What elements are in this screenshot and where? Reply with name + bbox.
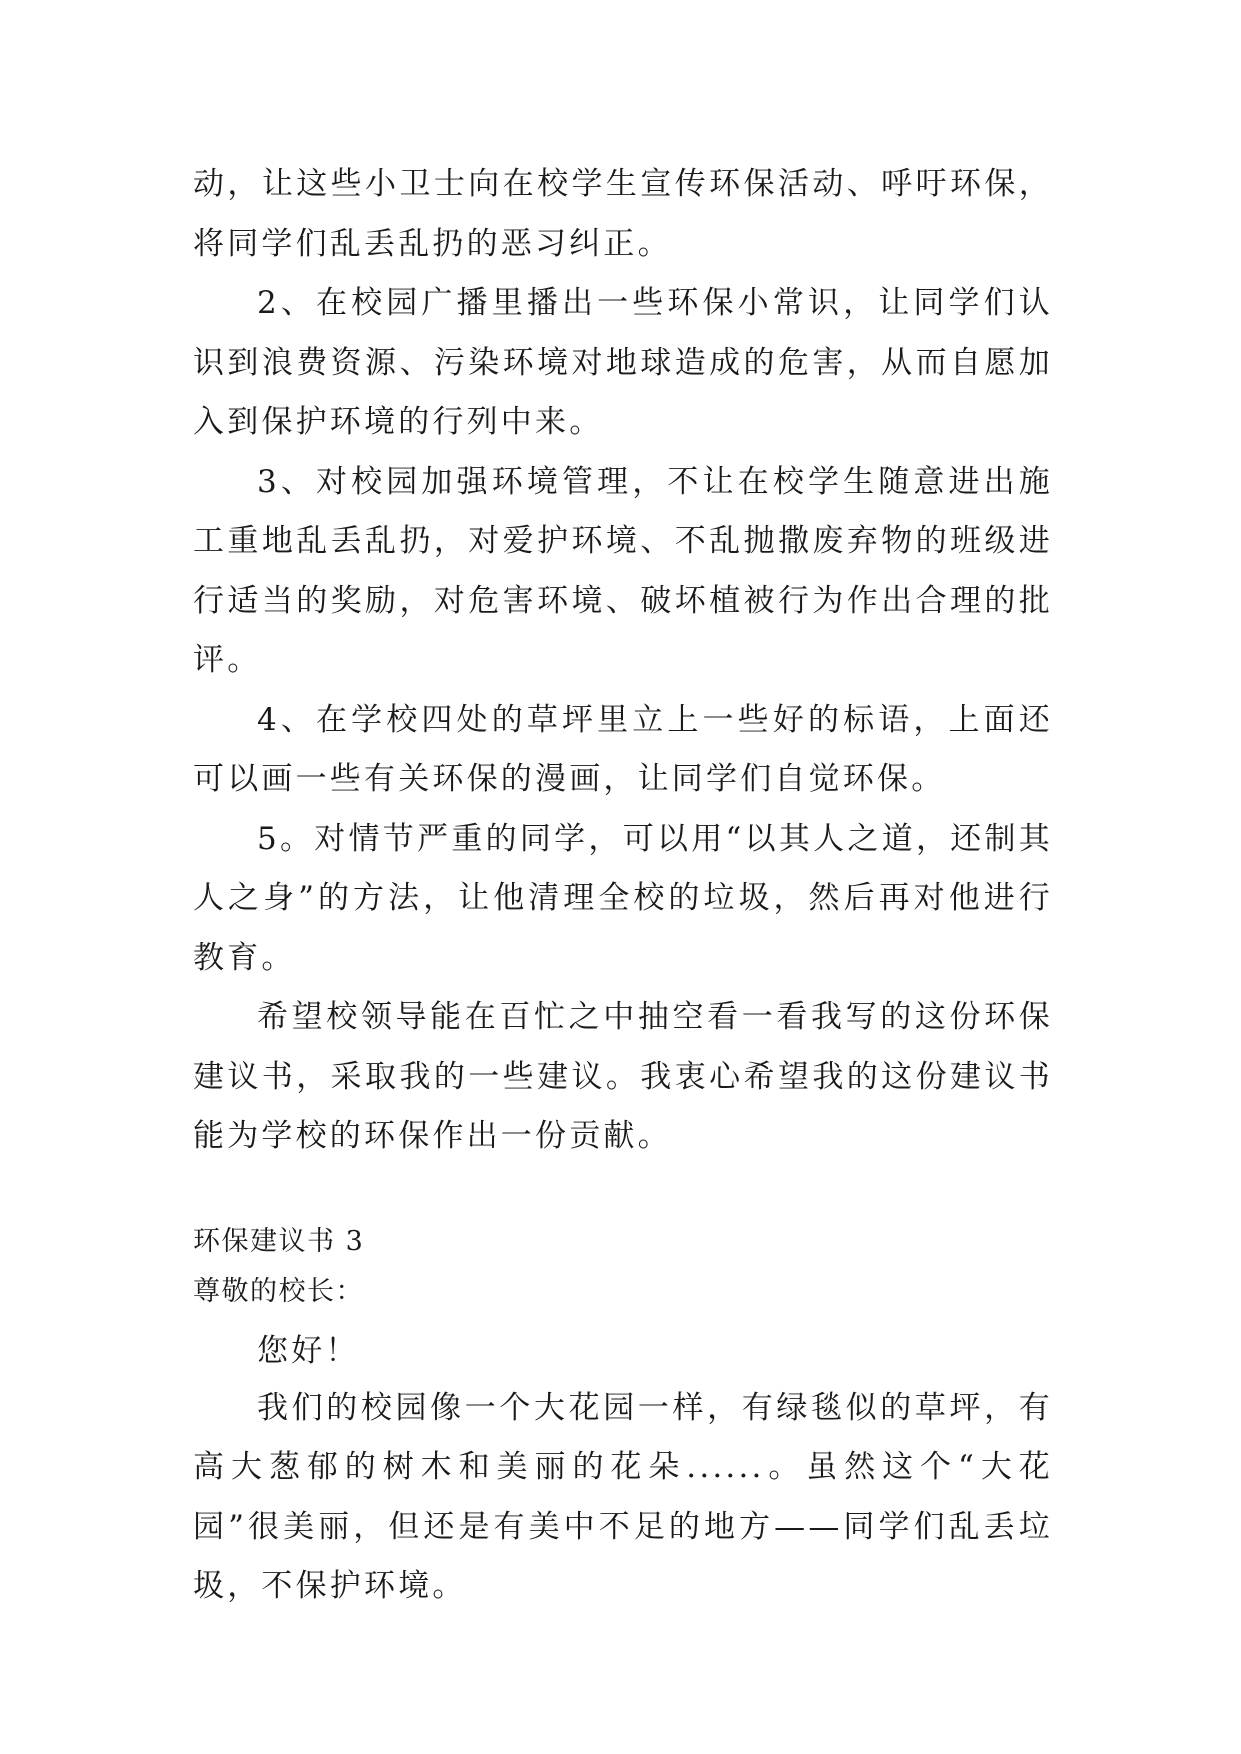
paragraph-suggestion-4: 4、在学校四处的草坪里立上一些好的标语，上面还可以画一些有关环保的漫画，让同学们自觉环保。	[193, 701, 1053, 797]
section-title: 环保建议书 3	[193, 1225, 365, 1257]
paragraph-intro: 我们的校园像一个大花园一样，有绿毯似的草坪，有高大葱郁的树木和美丽的花朵......。虽然这个“大花园”很美丽，但还是有美中不足的地方——同学们乱丢垃圾，不保护环境。	[193, 1389, 1053, 1604]
document-body	[193, 155, 1053, 1617]
paragraph-closing: 希望校领导能在百忙之中抽空看一看我写的这份环保建议书，采取我的一些建议。我衷心希望我的这份建议书能为学校的环保作出一份贡献。	[193, 999, 1053, 1154]
paragraph-suggestion-3: 3、对校园加强环境管理，不让在校学生随意进出施工重地乱丢乱扔，对爱护环境、不乱抛撒废弃物的班级进行适当的奖励，对危害环境、破坏植被行为作出合理的批评。	[193, 463, 1053, 678]
paragraph-continuation: 动，让这些小卫士向在校学生宣传环保活动、呼吁环保，将同学们乱丢乱扔的恶习纠正。	[193, 166, 1053, 262]
section-gap	[193, 1167, 1053, 1217]
paragraph-suggestion-5: 5。对情节严重的同学，可以用“以其人之道，还制其人之身”的方法，让他清理全校的垃圾，然后再对他进行教育。	[193, 820, 1053, 976]
greeting: 您好！	[257, 1332, 360, 1369]
salutation: 尊敬的校长：	[193, 1275, 364, 1307]
paragraph-suggestion-2: 2、在校园广播里播出一些环保小常识，让同学们认识到浪费资源、污染环境对地球造成的危害，从而自愿加入到保护环境的行列中来。	[193, 285, 1053, 440]
